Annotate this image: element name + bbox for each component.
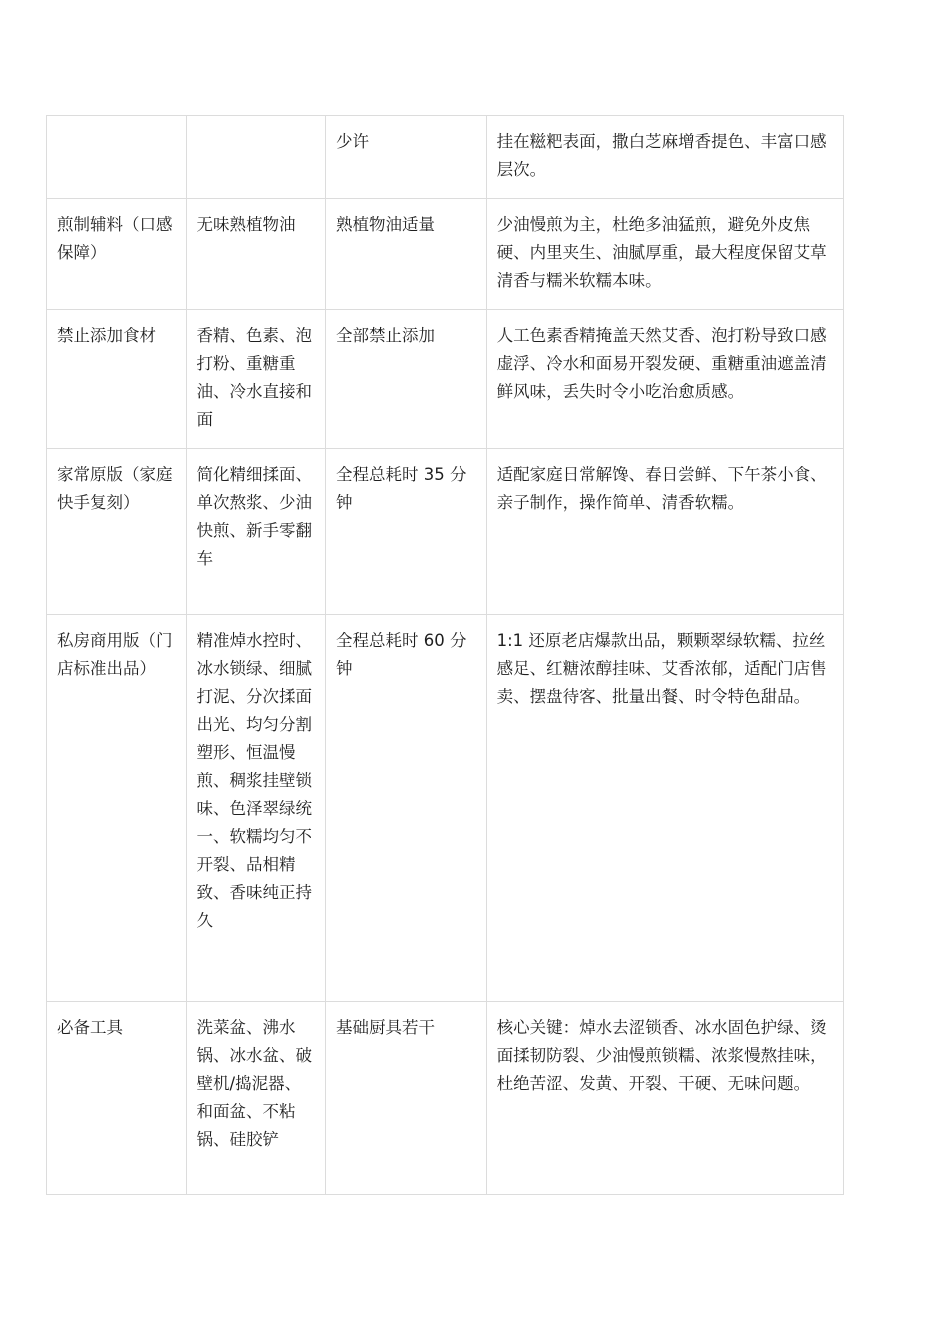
note-cell: 少油慢煎为主，杜绝多油猛煎，避免外皮焦硬、内里夹生、油腻厚重，最大程度保留艾草清香与糯米软糯本味。 bbox=[486, 199, 843, 310]
item-cell bbox=[47, 116, 187, 199]
table-row bbox=[47, 615, 844, 1002]
item-cell: 家常原版（家庭快手复刻） bbox=[47, 449, 187, 615]
item-cell: 必备工具 bbox=[47, 1002, 187, 1195]
item-cell: 私房商用版（门店标准出品） bbox=[47, 615, 187, 1002]
amount-cell: 全程总耗时 35 分钟 bbox=[326, 449, 487, 615]
table-row bbox=[47, 449, 844, 615]
note-cell: 核心关键：焯水去涩锁香、冰水固色护绿、烫面揉韧防裂、少油慢煎锁糯、浓浆慢熬挂味，杜绝苦涩、发黄、开裂、干硬、无味问题。 bbox=[486, 1002, 843, 1195]
ingredient-table bbox=[46, 115, 844, 1195]
note-cell: 人工色素香精掩盖天然艾香、泡打粉导致口感虚浮、冷水和面易开裂发硬、重糖重油遮盖清鲜风味，丢失时令小吃治愈质感。 bbox=[486, 310, 843, 449]
material-cell: 精准焯水控时、冰水锁绿、细腻打泥、分次揉面出光、均匀分割塑形、恒温慢煎、稠浆挂壁锁味、色泽翠绿统一、软糯均匀不开裂、品相精致、香味纯正持久 bbox=[186, 615, 326, 1002]
note-cell: 挂在糍粑表面，撒白芝麻增香提色、丰富口感层次。 bbox=[486, 116, 843, 199]
table-row bbox=[47, 199, 844, 310]
material-cell: 简化精细揉面、单次熬浆、少油快煎、新手零翻车 bbox=[186, 449, 326, 615]
table-row bbox=[47, 310, 844, 449]
table-row bbox=[47, 116, 844, 199]
amount-cell: 基础厨具若干 bbox=[326, 1002, 487, 1195]
item-cell: 煎制辅料（口感保障） bbox=[47, 199, 187, 310]
amount-cell: 少许 bbox=[326, 116, 487, 199]
amount-cell: 全程总耗时 60 分钟 bbox=[326, 615, 487, 1002]
item-cell: 禁止添加食材 bbox=[47, 310, 187, 449]
amount-cell: 全部禁止添加 bbox=[326, 310, 487, 449]
note-cell: 适配家庭日常解馋、春日尝鲜、下午茶小食、亲子制作，操作简单、清香软糯。 bbox=[486, 449, 843, 615]
material-cell: 无味熟植物油 bbox=[186, 199, 326, 310]
material-cell: 洗菜盆、沸水锅、冰水盆、破壁机/捣泥器、和面盆、不粘锅、硅胶铲 bbox=[186, 1002, 326, 1195]
note-cell: 1:1 还原老店爆款出品，颗颗翠绿软糯、拉丝感足、红糖浓醇挂味、艾香浓郁，适配门店售卖、摆盘待客、批量出餐、时令特色甜品。 bbox=[486, 615, 843, 1002]
table-row bbox=[47, 1002, 844, 1195]
material-cell: 香精、色素、泡打粉、重糖重油、冷水直接和面 bbox=[186, 310, 326, 449]
material-cell bbox=[186, 116, 326, 199]
amount-cell: 熟植物油适量 bbox=[326, 199, 487, 310]
